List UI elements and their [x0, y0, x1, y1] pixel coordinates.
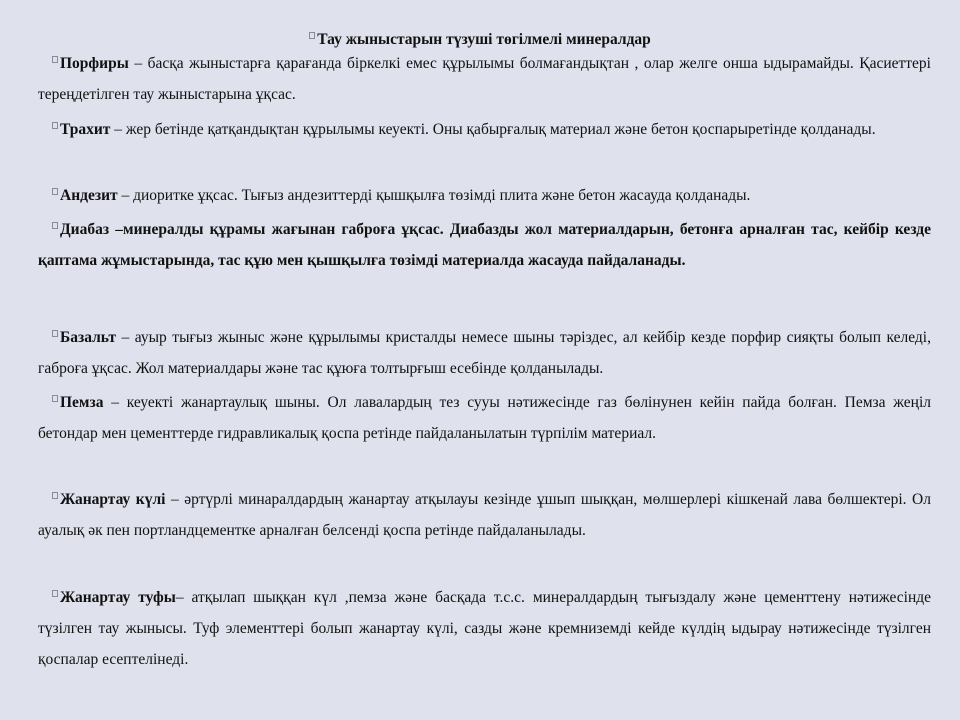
term-volcanic-tuff: Жанартау туфы	[60, 589, 176, 606]
term-volcanic-ash: Жанартау күлі	[60, 491, 166, 508]
paragraph-volcanic-ash	[38, 484, 931, 546]
term-trachyte: Трахит	[60, 121, 111, 138]
desc-volcanic-tuff: – атқылап шыққан күл ,пемза және басқада т.с.с. минералдардың тығыздалу және цементтену нәтижесінде түзілген тау жынысы. Туф элементтері болып жанартау күлі, сазды және кремниземді кейде күлдің ыдырау нәтижесінде түзілген қоспалар есептелінеді.	[38, 589, 932, 668]
desc-trachyte: – жер бетінде қатқандықтан құрылымы кеуекті. Оны қабырғалық материал және бетон қоспарыретінде қолданады.	[110, 121, 876, 138]
bullet-icon	[52, 122, 58, 129]
term-basalt: Базальт	[60, 329, 117, 346]
desc-volcanic-ash: – әртүрлі минаралдардың жанартау атқылауы кезінде ұшып шыққан, мөлшерлері кішкенай лава бөлшектері. Ол ауалық әк пен портландцементке арналған белсенді қоспа ретінде пайдаланылады.	[38, 491, 931, 539]
paragraph-porphyry	[38, 48, 931, 110]
term-pumice: Пемза	[60, 394, 104, 411]
desc-porphyry: – басқа жыныстарға қарағанда біркелкі емес құрылымы болмағандықтан , олар желге онша ыдырамайды. Қасиеттері тереңдетілген тау жыныстарына ұқсас.	[38, 55, 931, 103]
term-diabase: Диабаз	[60, 221, 110, 238]
paragraph-basalt	[38, 322, 931, 384]
paragraph-volcanic-tuff	[38, 582, 931, 675]
bullet-icon	[52, 222, 58, 229]
bullet-icon	[309, 32, 315, 39]
bullet-icon	[52, 492, 58, 499]
paragraph-andesite	[38, 180, 931, 211]
term-andesite: Андезит	[60, 187, 118, 204]
desc-pumice: – кеуекті жанартаулық шыны. Ол лавалардың тез сууы нәтижесінде газ бөлінунен кейін пайда болған. Пемза жеңіл бетондар мен цементтерде гидравликалық қоспа ретінде пайдаланылатын түрпілім материал.	[38, 394, 931, 442]
term-porphyry: Порфиры	[60, 55, 129, 72]
desc-basalt: – ауыр тығыз жыныс және құрылымы кристалды немесе шыны тәріздес, ал кейбір кезде порфир сияқты болып келеді, габроға ұқсас. Жол материалдары және тас құюға толтырғыш есебінде қолданылады.	[38, 329, 931, 377]
bullet-icon	[52, 395, 58, 402]
desc-diabase: –минералды құрамы жағынан габроға ұқсас. Диабазды жол материалдарын, бетонға арналған тас, кейбір кезде қаптама жұмыстарында, тас құю мен қышқылға төзімді материалда жасауда пайдаланады.	[38, 221, 931, 269]
slide-title-text: Тау жыныстарын түзуші төгілмелі минералдар	[317, 31, 651, 48]
bullet-icon	[52, 590, 58, 597]
paragraph-pumice	[38, 387, 931, 449]
paragraph-diabase	[38, 214, 931, 276]
desc-andesite: – диоритке ұқсас. Тығыз андезиттерді қышқылға төзімді плита және бетон жасауда қолданады.	[117, 187, 751, 204]
bullet-icon	[52, 330, 58, 337]
bullet-icon	[52, 56, 58, 63]
bullet-icon	[52, 188, 58, 195]
paragraph-trachyte	[38, 114, 931, 145]
slide-title	[0, 30, 960, 50]
